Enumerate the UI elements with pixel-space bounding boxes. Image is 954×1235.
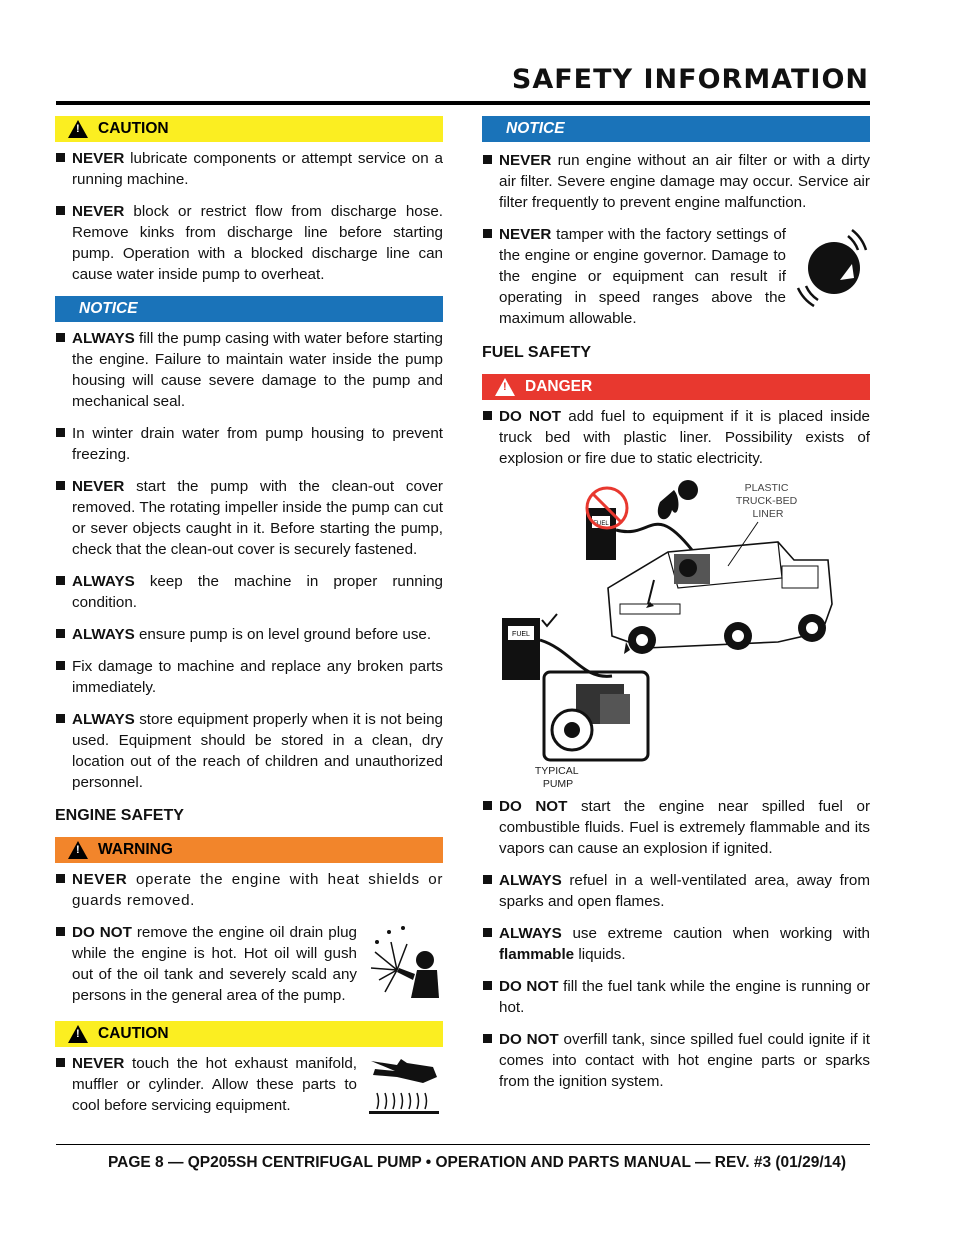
list-item: DO NOT start the engine near spilled fuel or combustible fluids. Fuel is extremely flammable and its vapors can cause an explosion if ignited. xyxy=(482,796,870,859)
engine-safety-heading: ENGINE SAFETY xyxy=(55,807,184,824)
list-item: NEVER start the pump with the clean-out cover removed. The rotating impeller inside the pump can cut or sever objects caught in it. Before starting the pump, check that the clean-out cover is securely fastened. xyxy=(55,476,443,560)
warning-banner xyxy=(55,837,443,863)
list-item: NEVER run engine without an air filter or with a dirty air filter. Severe engine damage may occur. Service air filter frequently to prevent engine malfunction. xyxy=(482,150,870,213)
list-item: Fix damage to machine and replace any broken parts immediately. xyxy=(55,656,443,698)
liner-label-line1: PLASTIC xyxy=(744,482,789,494)
notice-label: NOTICE xyxy=(79,300,138,317)
fire-icon xyxy=(658,490,679,519)
list-item: ALWAYS keep the machine in proper running condition. xyxy=(55,571,443,613)
header-rule xyxy=(56,101,870,105)
warning-triangle-icon xyxy=(68,841,88,859)
warning-triangle-icon xyxy=(68,1025,88,1043)
caution-label: CAUTION xyxy=(98,1025,169,1042)
list-item: DO NOT overfill tank, since spilled fuel could ignite if it comes into contact with hot engine parts or sparks from the ignition system. xyxy=(482,1029,870,1092)
hot-surface-hand-icon xyxy=(367,1053,443,1117)
notice-label: NOTICE xyxy=(506,120,565,137)
caution-label: CAUTION xyxy=(98,120,169,137)
warning-triangle-icon xyxy=(495,378,515,396)
svg-text:TYPICAL PUMP xyxy=(535,765,581,790)
pump-label-line2: PUMP xyxy=(542,778,574,790)
check-icon xyxy=(542,614,557,626)
list-item: ALWAYS use extreme caution when working with flammable liquids. xyxy=(482,923,870,965)
pump-label-line1: TYPICAL xyxy=(534,765,579,777)
list-item: ALWAYS refuel in a well-ventilated area, away from sparks and open flames. xyxy=(482,870,870,912)
list-item: NEVER touch the hot exhaust manifold, muffler or cylinder. Allow these parts to cool before servicing equipment. xyxy=(55,1053,357,1116)
list-item: NEVER operate the engine with heat shields or guards removed. xyxy=(55,869,443,911)
hot-exhaust-row xyxy=(55,1053,443,1127)
list-item: DO NOT fill the fuel tank while the engine is running or hot. xyxy=(482,976,870,1018)
page-footer: PAGE 8 — QP205SH CENTRIFUGAL PUMP • OPERATION AND PARTS MANUAL — REV. #3 (01/29/14) xyxy=(107,1154,847,1171)
danger-label: DANGER xyxy=(525,378,593,395)
list-item: NEVER block or restrict flow from discharge hose. Remove kinks from discharge line before starting pump. Operation with a blocked discharge line can cause water inside pump to overheat. xyxy=(55,201,443,285)
truck-bed-refuel-illustration xyxy=(482,480,870,790)
list-item: ALWAYS store equipment properly when it is not being used. Equipment should be stored in a clean, dry location out of the reach of children and unauthorized personnel. xyxy=(55,709,443,793)
governor-row xyxy=(482,224,870,340)
notice-banner xyxy=(55,296,443,322)
footer-rule xyxy=(56,1144,870,1145)
right-column xyxy=(482,116,870,1103)
list-item: NEVER tamper with the factory settings of the engine or engine governor. Damage to the engine or equipment can result if operating in speed ranges above the maximum allowable. xyxy=(482,224,786,329)
warning-label: WARNING xyxy=(98,841,173,858)
governor-dial-icon xyxy=(794,224,870,310)
list-item: ALWAYS fill the pump casing with water before starting the engine. Failure to maintain water inside the pump housing will cause severe damage to the pump and mechanical seal. xyxy=(55,328,443,412)
oil-drain-row xyxy=(55,922,443,1017)
warning-triangle-icon xyxy=(68,120,88,138)
list-item: ALWAYS ensure pump is on level ground before use. xyxy=(55,624,443,645)
fuel-safety-heading: FUEL SAFETY xyxy=(482,344,592,361)
caution-banner xyxy=(55,116,443,142)
fuel-sign-text: FUEL xyxy=(593,521,609,527)
svg-text:PLASTIC TRUCK-BED xyxy=(736,482,800,520)
liner-label-line3: LINER xyxy=(752,508,784,520)
hot-oil-spray-icon xyxy=(367,922,443,1002)
list-item: In winter drain water from pump housing to prevent freezing. xyxy=(55,423,443,465)
list-item: DO NOT remove the engine oil drain plug while the engine is hot. Hot oil will gush out of the oil tank and severely scald any persons in the general area of the pump. xyxy=(55,922,357,1006)
left-column xyxy=(55,116,443,1127)
page-title: SAFETY INFORMATION xyxy=(511,64,869,95)
caution-banner xyxy=(55,1021,443,1047)
notice-banner xyxy=(482,116,870,142)
list-item: DO NOT add fuel to equipment if it is placed inside truck bed with plastic liner. Possibility exists of explosion or fire due to static electricity. xyxy=(482,406,870,469)
fuel-sign-text: FUEL xyxy=(512,631,530,638)
liner-label-line2: TRUCK-BED xyxy=(735,495,798,507)
list-item: NEVER lubricate components or attempt service on a running machine. xyxy=(55,148,443,190)
danger-banner xyxy=(482,374,870,400)
